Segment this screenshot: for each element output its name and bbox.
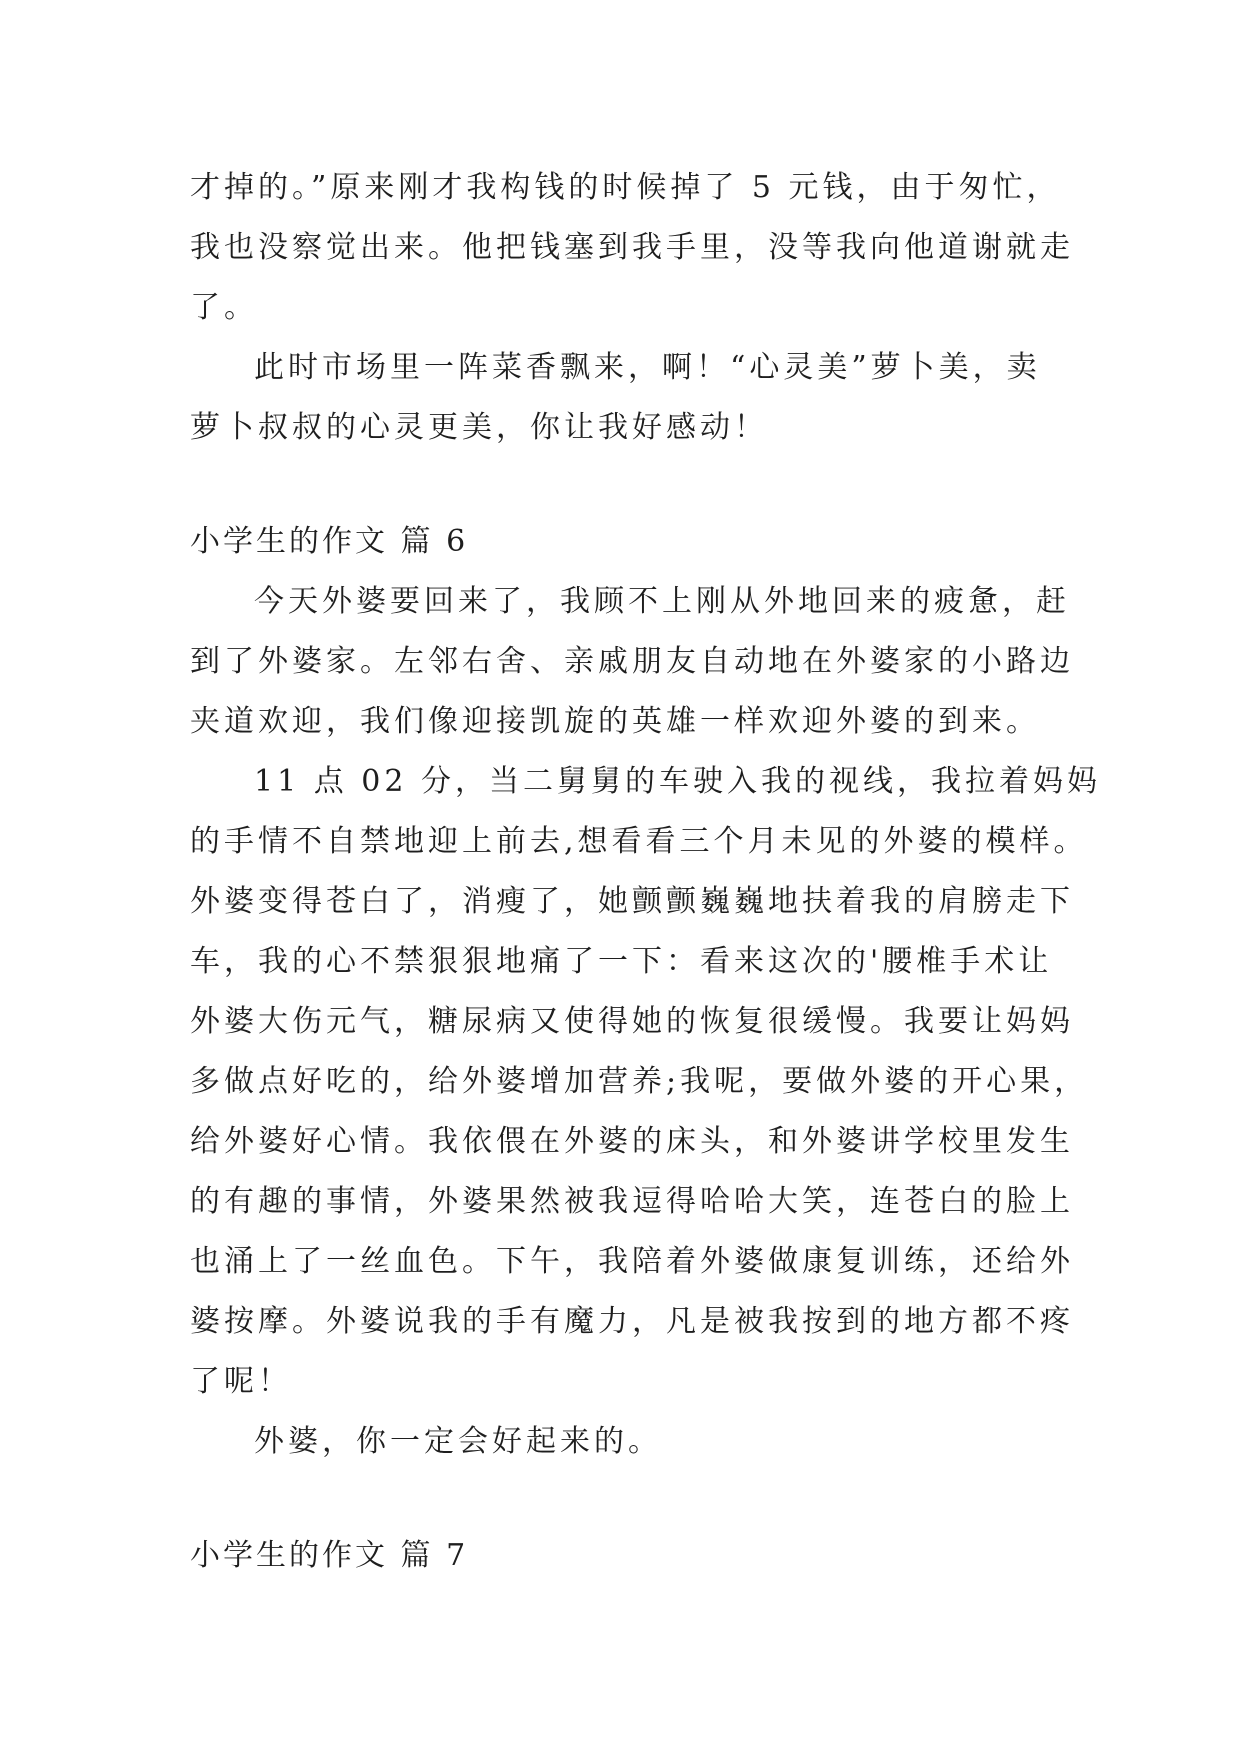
text-line: 我也没察觉出来。他把钱塞到我手里，没等我向他道谢就走: [190, 230, 1074, 265]
paragraph: [190, 572, 1074, 752]
text-line: 车，我的心不禁狠狠地痛了一下：看来这次的'腰椎手术让: [190, 944, 1053, 979]
text-line: 婆按摩。外婆说我的手有魔力，凡是被我按到的地方都不疼: [190, 1304, 1074, 1339]
text-line: 才掉的。”原来刚才我构钱的时候掉了 5 元钱，由于匆忙，: [190, 170, 1061, 205]
text-line: 给外婆好心情。我依偎在外婆的床头，和外婆讲学校里发生: [190, 1124, 1074, 1159]
text-line: 了呢！: [190, 1364, 292, 1399]
text-line: 多做点好吃的，给外婆增加营养;我呢，要做外婆的开心果，: [190, 1064, 1089, 1099]
section-heading: 小学生的作文 篇 6: [190, 524, 469, 559]
text-line: 今天外婆要回来了，我顾不上刚从外地回来的疲惫，赶: [254, 584, 1070, 619]
document-body: [190, 158, 1101, 1586]
paragraph: [190, 1412, 1050, 1472]
paragraph: [190, 752, 1101, 1412]
text-line: 外婆，你一定会好起来的。: [254, 1424, 662, 1459]
text-line: 萝卜叔叔的心灵更美，你让我好感动！: [190, 410, 768, 445]
text-line: 此时市场里一阵菜香飘来，啊！“心灵美”萝卜美，卖: [254, 350, 1041, 385]
paragraph: [190, 158, 1074, 338]
text-line: 了。: [190, 290, 258, 325]
text-line: 11 点 02 分，当二舅舅的车驶入我的视线，我拉着妈妈: [254, 764, 1101, 799]
text-line: 到了外婆家。左邻右舍、亲戚朋友自动地在外婆家的小路边: [190, 644, 1074, 679]
section-heading: 小学生的作文 篇 7: [190, 1538, 469, 1573]
text-line: 外婆大伤元气，糖尿病又使得她的恢复很缓慢。我要让妈妈: [190, 1004, 1074, 1039]
text-line: 夹道欢迎，我们像迎接凯旋的英雄一样欢迎外婆的到来。: [190, 704, 1040, 739]
text-line: 的手情不自禁地迎上前去,想看看三个月未见的外婆的模样。: [190, 824, 1088, 859]
text-line: 外婆变得苍白了，消瘦了，她颤颤巍巍地扶着我的肩膀走下: [190, 884, 1074, 919]
paragraph: [190, 338, 1050, 458]
text-line: 的有趣的事情，外婆果然被我逗得哈哈大笑，连苍白的脸上: [190, 1184, 1074, 1219]
text-line: 也涌上了一丝血色。下午，我陪着外婆做康复训练，还给外: [190, 1244, 1074, 1279]
